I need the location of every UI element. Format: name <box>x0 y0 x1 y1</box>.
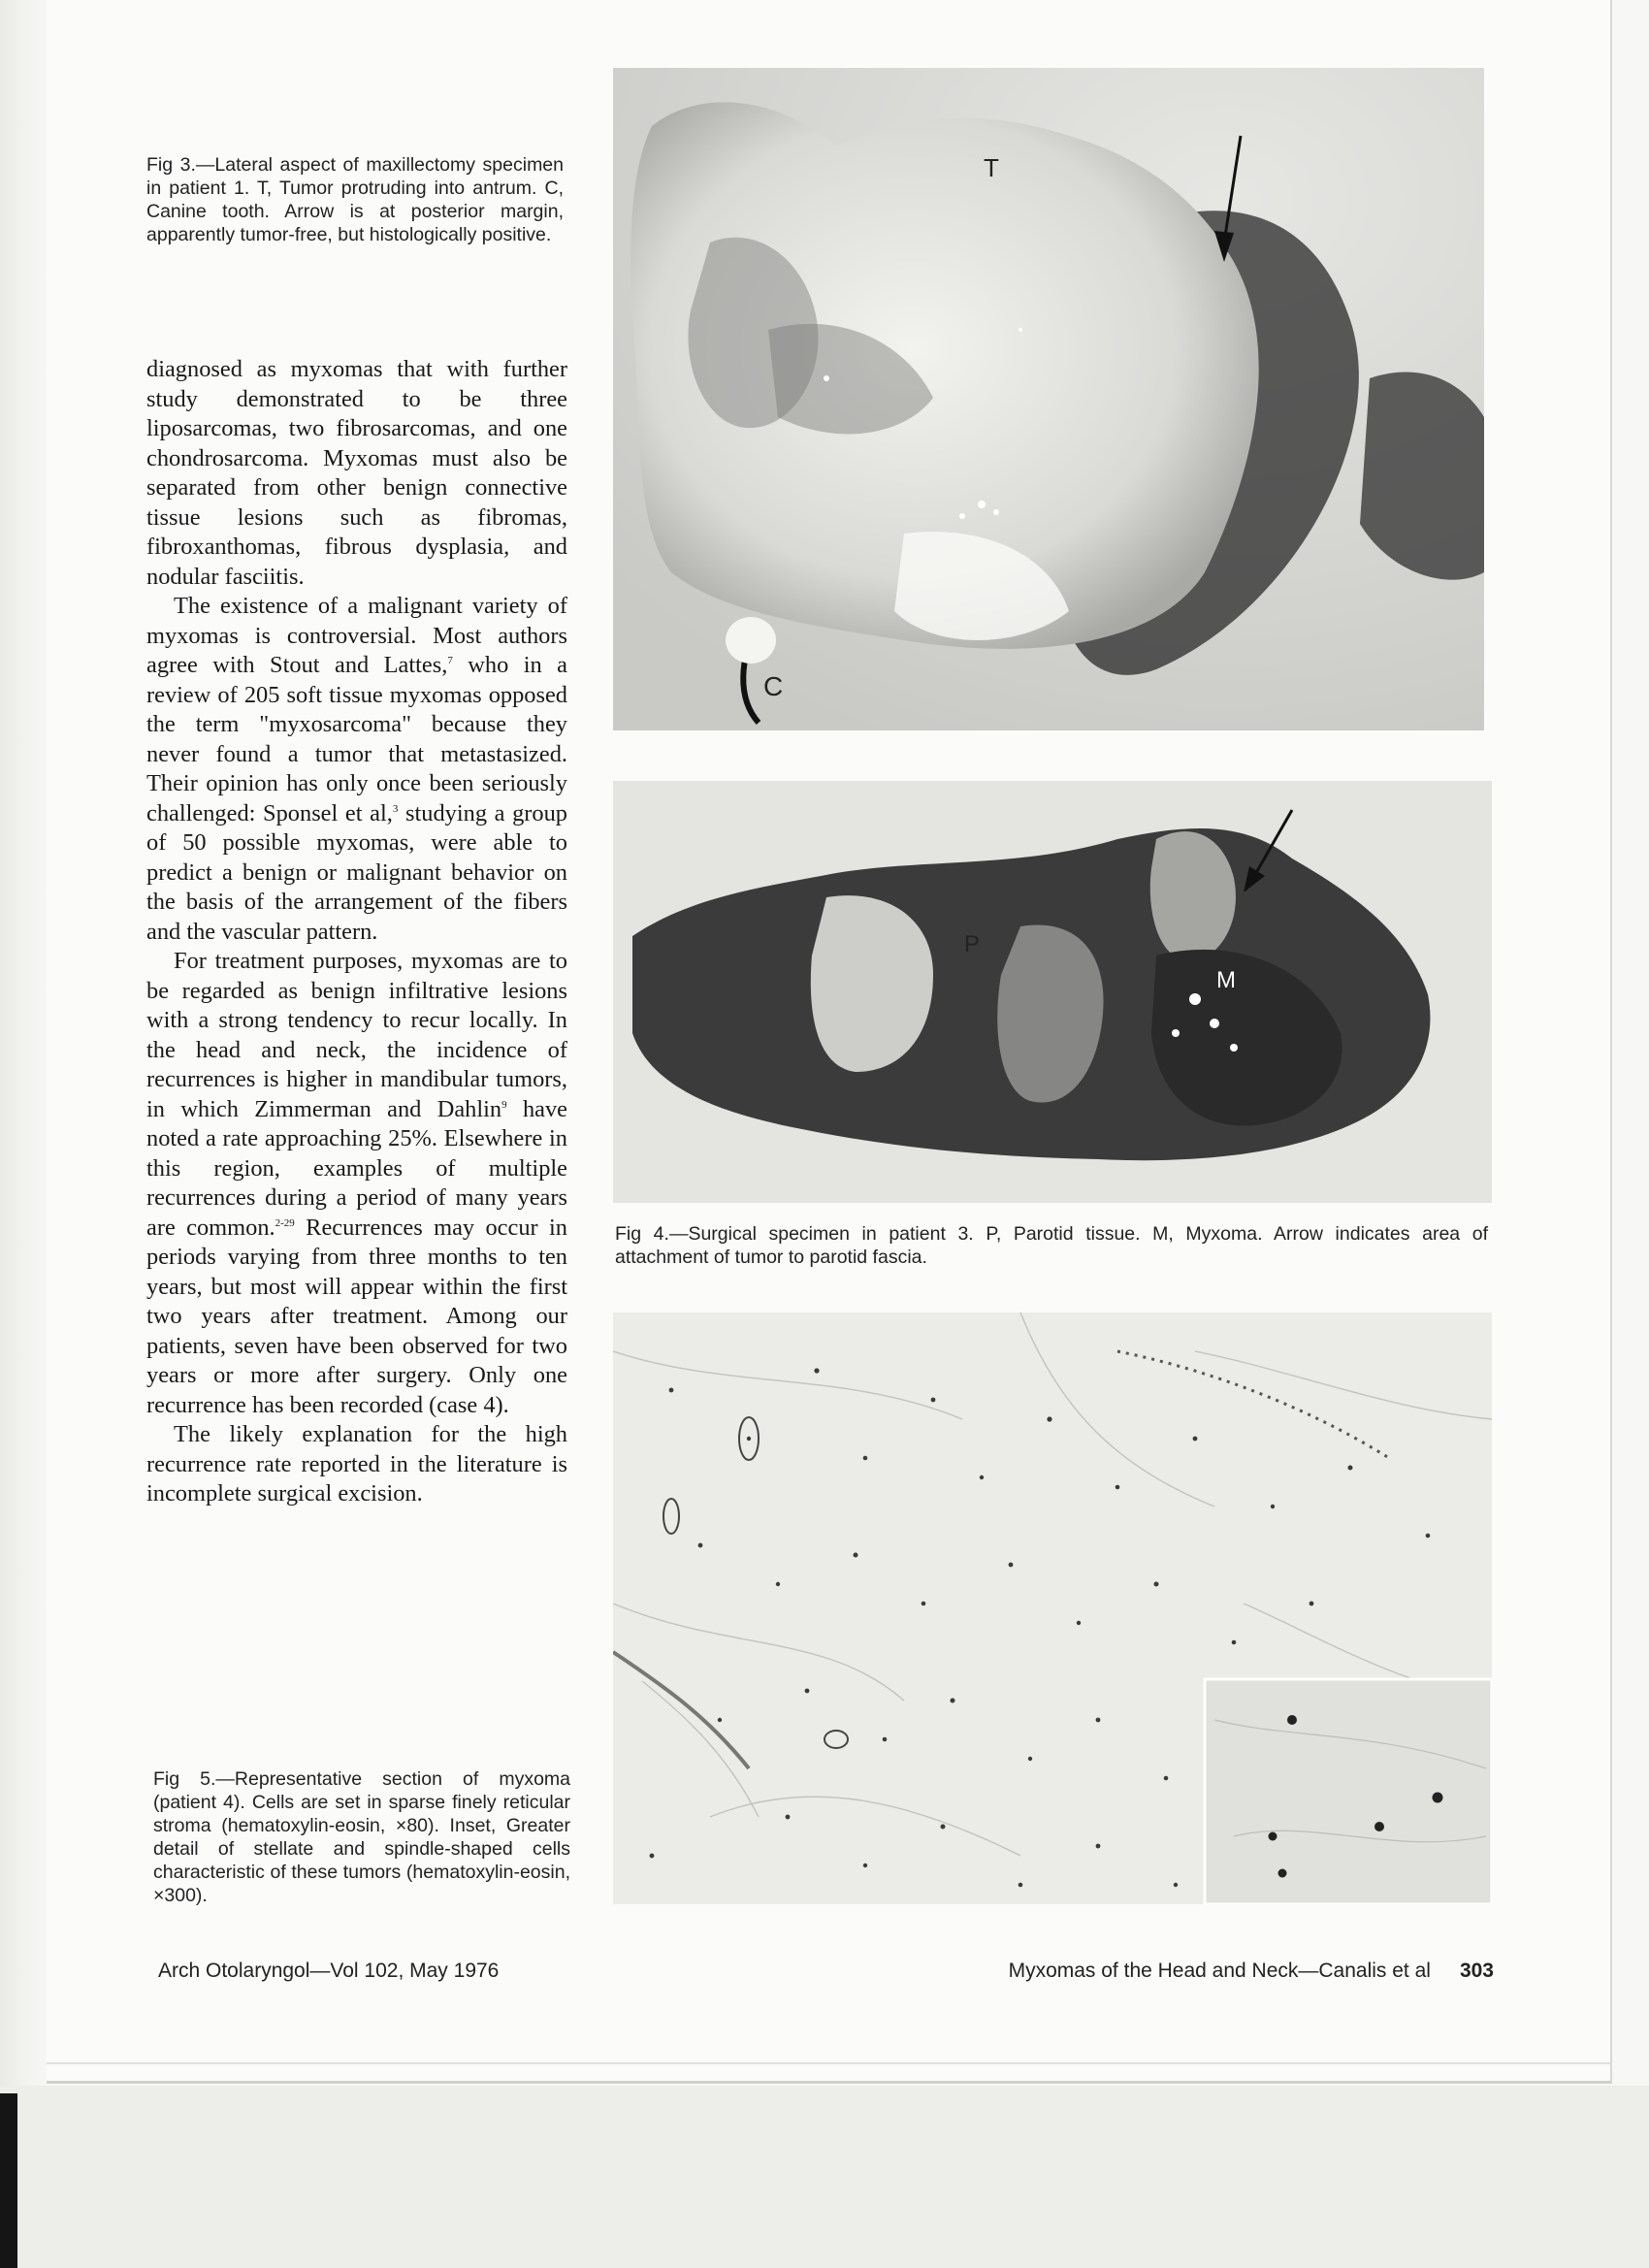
paragraph-1-text: diagnosed as myxomas that with further study demonstrated to be three liposarcomas, two fibrosarcomas, and one chondrosarcoma. Myxomas must also be separated from other benign connective tissue lesions such as fibromas, fibroxanthomas, fibrous dysplasia, and nodular fasciitis. <box>146 356 567 590</box>
reference-superscript: 3 <box>392 802 399 815</box>
reference-superscript: 9 <box>501 1098 507 1111</box>
fig3-label-c: C <box>763 671 784 701</box>
paragraph-2-text-c: studying a group of 50 possible myxomas, were able to predict a benign or malignant behavior on the basis of the arrangement of the fibers and the vascular pattern. <box>146 799 567 945</box>
paragraph-4 <box>146 1420 567 1509</box>
running-title: Myxomas of the Head and Neck—Canalis et al <box>1008 1960 1431 1982</box>
paragraph-3-text-b: have noted a rate approaching 25%. Elsewhere in this region, examples of multiple recurrences during a period of many years are common. <box>146 1095 567 1241</box>
scan-background <box>0 2086 1649 2268</box>
fig3-specimen-image <box>613 68 1484 730</box>
fig3-photograph <box>613 68 1484 730</box>
fig3-caption: Fig 3.—Lateral aspect of maxillectomy specimen in patient 1. T, Tumor protruding into antrum. C, Canine tooth. Arrow is at posterior margin, apparently tumor-free, but histologically positive. <box>146 154 564 245</box>
fig5-histology-image <box>613 1312 1492 1904</box>
scan-edge <box>0 0 47 2268</box>
paragraph-3-text-a: For treatment purposes, myxomas are to be regarded as benign infiltrative lesions with a strong tendency to recur locally. In the head and neck, the incidence of recurrences is higher in mandibular tumors, in which Zimmerman and Dahlin <box>146 948 567 1122</box>
paragraph-3-text-c: Recurrences may occur in periods varying from three months to ten years, but most will appear within the first two years after treatment. Among our patients, seven have been observed for two years or more after surgery. Only one recurrence has been recorded (case 4). <box>146 1214 568 1418</box>
paragraph-2-text-b: who in a review of 205 soft tissue myxomas opposed the term "myxosarcoma" because they never found a tumor that metastasized. Their opinion has only once been seriously challenged: Sponsel et al, <box>146 652 567 826</box>
fig3-label-t: T <box>984 153 999 182</box>
paragraph-1 <box>146 355 567 592</box>
fig4-label-p: P <box>964 931 981 957</box>
reference-superscript: 2-29 <box>275 1216 295 1229</box>
journal-citation: Arch Otolaryngol—Vol 102, May 1976 <box>158 1960 500 1982</box>
fig5-micrograph <box>613 1312 1492 1904</box>
fig5-caption: Fig 5.—Representative section of myxoma (patient 4). Cells are set in sparse finely reticular stroma (hematoxylin-eosin, ×80). Inset, Greater detail of stellate and spindle-shaped cells characteristic of these tumors (hematoxylin-eosin, ×300). <box>153 1768 570 1906</box>
fig4-caption: Fig 4.—Surgical specimen in patient 3. P, Parotid tissue. M, Myxoma. Arrow indicates area of attachment of tumor to parotid fascia. <box>615 1223 1488 1268</box>
scan-shadow <box>0 2093 17 2268</box>
paragraph-4-text: The likely explanation for the high recurrence rate reported in the literature is incomplete surgical excision. <box>146 1421 567 1507</box>
fig4-label-m: M <box>1216 967 1236 993</box>
running-footer <box>1009 1960 1494 1983</box>
page-number: 303 <box>1459 1960 1494 1982</box>
fig4-specimen-image <box>613 781 1492 1203</box>
paragraph-3 <box>146 947 567 1420</box>
paragraph-2 <box>146 592 567 947</box>
fig4-photograph <box>613 781 1492 1203</box>
paragraph-2-text-a: The existence of a malignant variety of myxomas is controversial. Most authors agree with Stout and Lattes, <box>146 593 567 678</box>
reference-superscript: 7 <box>447 654 453 666</box>
article-body-column <box>146 355 567 1509</box>
